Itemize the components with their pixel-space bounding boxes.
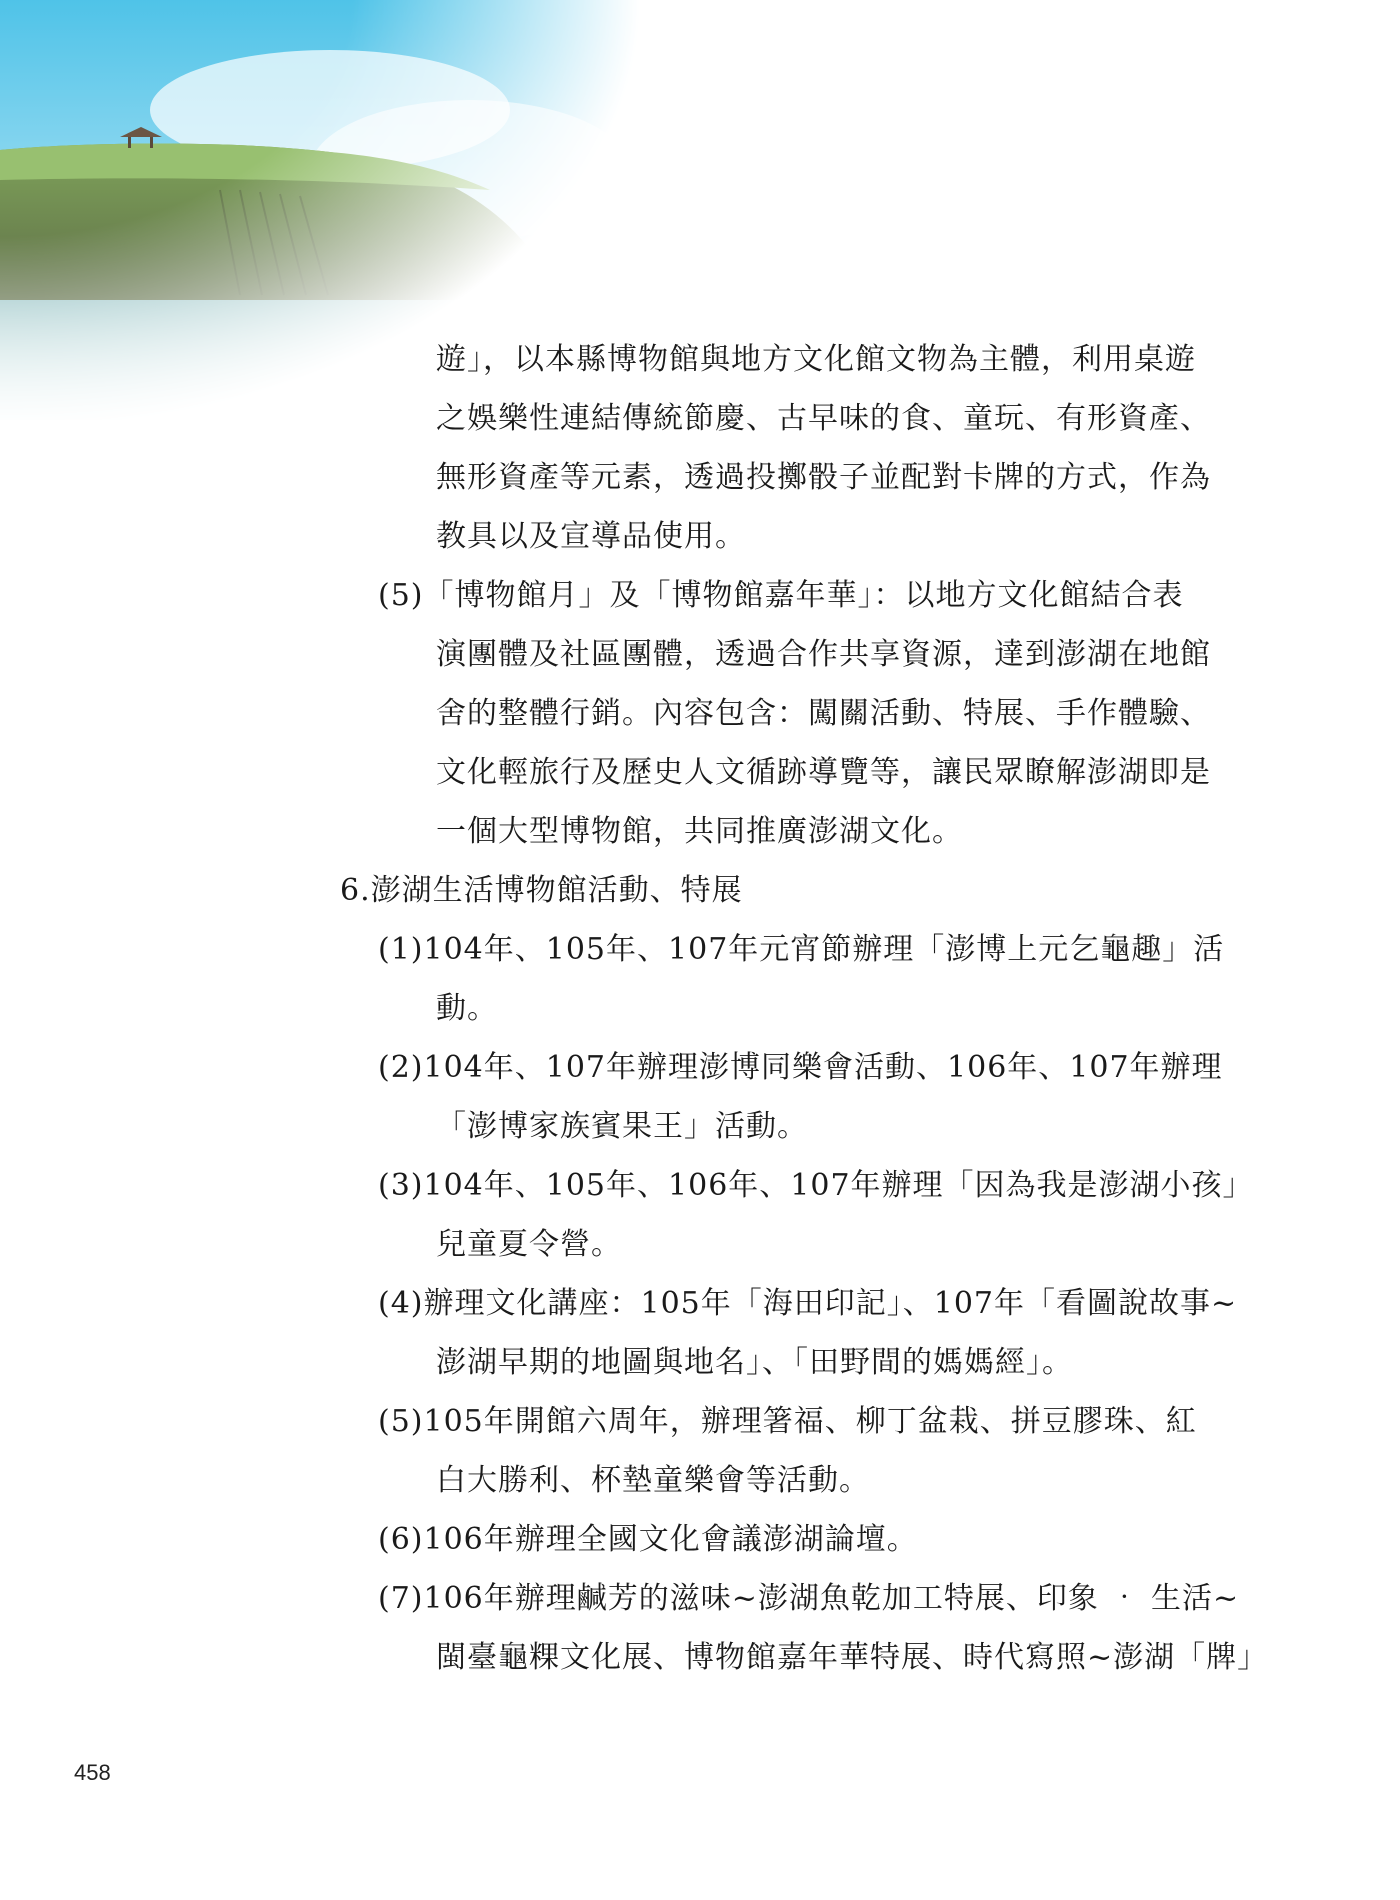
text-line: 之娛樂性連結傳統節慶、古早味的食、童玩、有形資產、 xyxy=(436,401,1211,436)
list-item: (6)106年辦理全國文化會議澎湖論壇。 xyxy=(378,1522,918,1557)
list-item: (2)104年、107年辦理澎博同樂會活動、106年、107年辦理 xyxy=(378,1050,1223,1085)
text-line: 舍的整體行銷。內容包含：闖關活動、特展、手作體驗、 xyxy=(436,696,1211,731)
list-item: (3)104年、105年、106年、107年辦理「因為我是澎湖小孩」 xyxy=(378,1168,1254,1203)
text-line: 一個大型博物館，共同推廣澎湖文化。 xyxy=(436,814,963,849)
text-line: 澎湖早期的地圖與地名」、「田野間的媽媽經」。 xyxy=(436,1345,1073,1380)
text-line: 無形資產等元素，透過投擲骰子並配對卡牌的方式，作為 xyxy=(436,460,1211,495)
text-line: 閩臺龜粿文化展、博物館嘉年華特展、時代寫照~澎湖「牌」 xyxy=(436,1640,1269,1675)
text-line: 白大勝利、杯墊童樂會等活動。 xyxy=(436,1463,870,1498)
list-item: (4)辦理文化講座：105年「海田印記」、107年「看圖說故事~ xyxy=(378,1286,1238,1321)
text-line: 演團體及社區團體，透過合作共享資源，達到澎湖在地館 xyxy=(436,637,1211,672)
section-heading: 6.澎湖生活博物館活動、特展 xyxy=(340,873,743,908)
text-line: 文化輕旅行及歷史人文循跡導覽等，讓民眾瞭解澎湖即是 xyxy=(436,755,1211,790)
list-item: (7)106年辦理鹹芳的滋味~澎湖魚乾加工特展、印象 ‧ 生活~ xyxy=(378,1581,1240,1616)
page-number: 458 xyxy=(74,1760,111,1785)
list-item: (5)105年開館六周年，辦理箸福、柳丁盆栽、拼豆膠珠、紅 xyxy=(378,1404,1197,1439)
text-line: 兒童夏令營。 xyxy=(436,1227,622,1262)
list-item: (1)104年、105年、107年元宵節辦理「澎博上元乞龜趣」活 xyxy=(378,932,1225,967)
text-line: 「澎博家族賓果王」活動。 xyxy=(436,1109,808,1144)
list-item: (5)「博物館月」及「博物館嘉年華」：以地方文化館結合表 xyxy=(378,578,1184,613)
text-line: 動。 xyxy=(436,991,498,1026)
text-line: 教具以及宣導品使用。 xyxy=(436,519,746,554)
text-line: 遊」，以本縣博物館與地方文化館文物為主體，利用桌遊 xyxy=(436,342,1196,377)
